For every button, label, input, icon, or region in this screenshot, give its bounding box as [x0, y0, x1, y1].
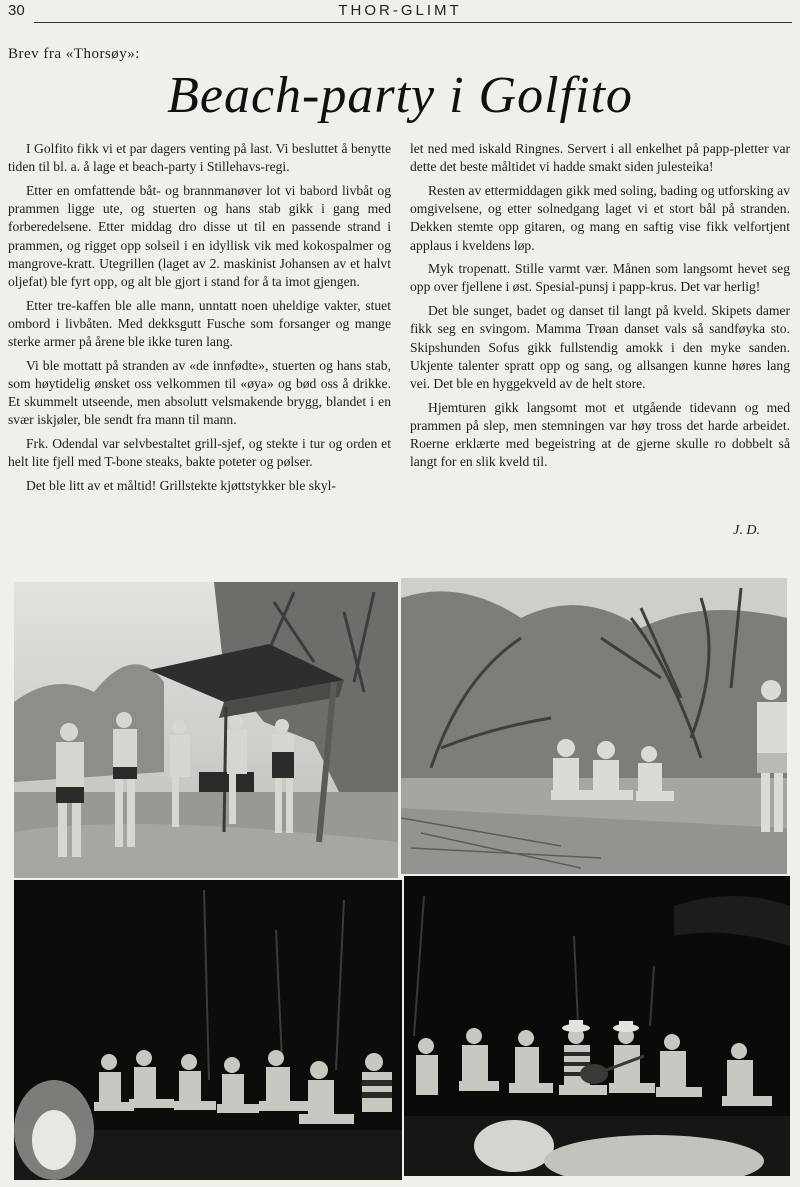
article-title: Beach-party i Golfito	[167, 67, 633, 124]
paragraph: Det ble sunget, badet og danset til langt på kveld. Skipets damer fikk seg en svingom. Mamma Trøan danset vals så sandføyka sto. Skipshunden Sofus gikk fullstendig amokk i den myke sanden. Ukjente talenter spratt opp og sang, og allsangen kunne høres lang vei. Det ble en hyggekveld av de helt store.	[410, 303, 790, 391]
section-label: Brev fra «Thorsøy»:	[8, 46, 140, 62]
running-title: THOR-GLIMT	[338, 2, 462, 19]
header-rule	[34, 22, 792, 23]
paragraph: Etter tre-kaffen ble alle mann, unntatt noen uheldige vakter, stuet ombord i livbåten. Med dekksgutt Fusche som forsanger og mange sterke armer på årene ble ikke turen lang.	[8, 297, 391, 350]
paragraph: Frk. Odendal var selvbestaltet grill-sjef, og stekte i tur og orden et helt lite fjell med T-bone steaks, bakte poteter og pølser.	[8, 436, 391, 470]
paragraph: I Golfito fikk vi et par dagers venting på last. Vi besluttet å benytte tiden til bl. a. å lage et beach-party i Stillehavs-regi.	[8, 141, 391, 175]
resting-under-palms-photo	[401, 578, 787, 874]
paragraph: Etter en omfattende båt- og brannmanøver lot vi babord livbåt og prammen ligge ute, og stuerten og hans stab gikk i gang med forberedelsene. Etter middag dro disse ut til en passende strand i prammen, og rigget opp solseil i en idyllisk vik med kokospalmer og mangrove-kratt. Utegrillen (laget av 2. maskinist Johansen av et halvt oljefat) ble fyrt opp, og alt ble gjort i stand for å ta imot gjengen.	[8, 182, 391, 289]
left-text-column	[8, 140, 391, 501]
paragraph: Hjemturen gikk langsomt mot et utgående tidevann og med prammen på slep, men stemningen var høy tross det harde arbeidet. Roerne erklærte med begeistring at de gjerne skulle ro dobbelt så langt for en slik kveld til.	[410, 399, 790, 470]
paragraph: Resten av ettermiddagen gikk med soling, bading og utforsking av omgivelsene, og etter solnedgang laget vi et stort bål på stranden. Dekken stemte opp gitaren, og mang en saftig vise fikk velfortjent applaus i kveldens løp.	[410, 182, 790, 253]
author-signature: J. D.	[733, 523, 760, 538]
page-number: 30	[8, 2, 25, 19]
bonfire-night-left-photo	[14, 880, 402, 1180]
paragraph: Myk tropenatt. Stille varmt vær. Månen som langsomt hevet seg opp over fjellene i øst. Spesial-punsj i papp-krus. Det var herlig!	[410, 261, 790, 295]
paragraph: Vi ble mottatt på stranden av «de innfødte», stuerten og hans stab, som høytidelig ønsket oss velkommen til «øya» og bød oss å drikke. Et skummelt utseende, men absolutt velsmakende brygg, blandet i en svær iskjøler, ble sendt fra mann til mann.	[8, 357, 391, 428]
paragraph: Det ble litt av et måltid! Grillstekte kjøttstykker ble skyl-	[26, 477, 336, 493]
grill-under-sunshade-photo	[14, 582, 398, 878]
paragraph-continuation: let ned med iskald Ringnes. Servert i all enkelhet på papp-pletter var dette det beste måltidet vi hadde smakt siden julesteika!	[410, 141, 790, 175]
bonfire-night-guitar-photo	[404, 876, 790, 1176]
right-text-column	[410, 140, 790, 477]
